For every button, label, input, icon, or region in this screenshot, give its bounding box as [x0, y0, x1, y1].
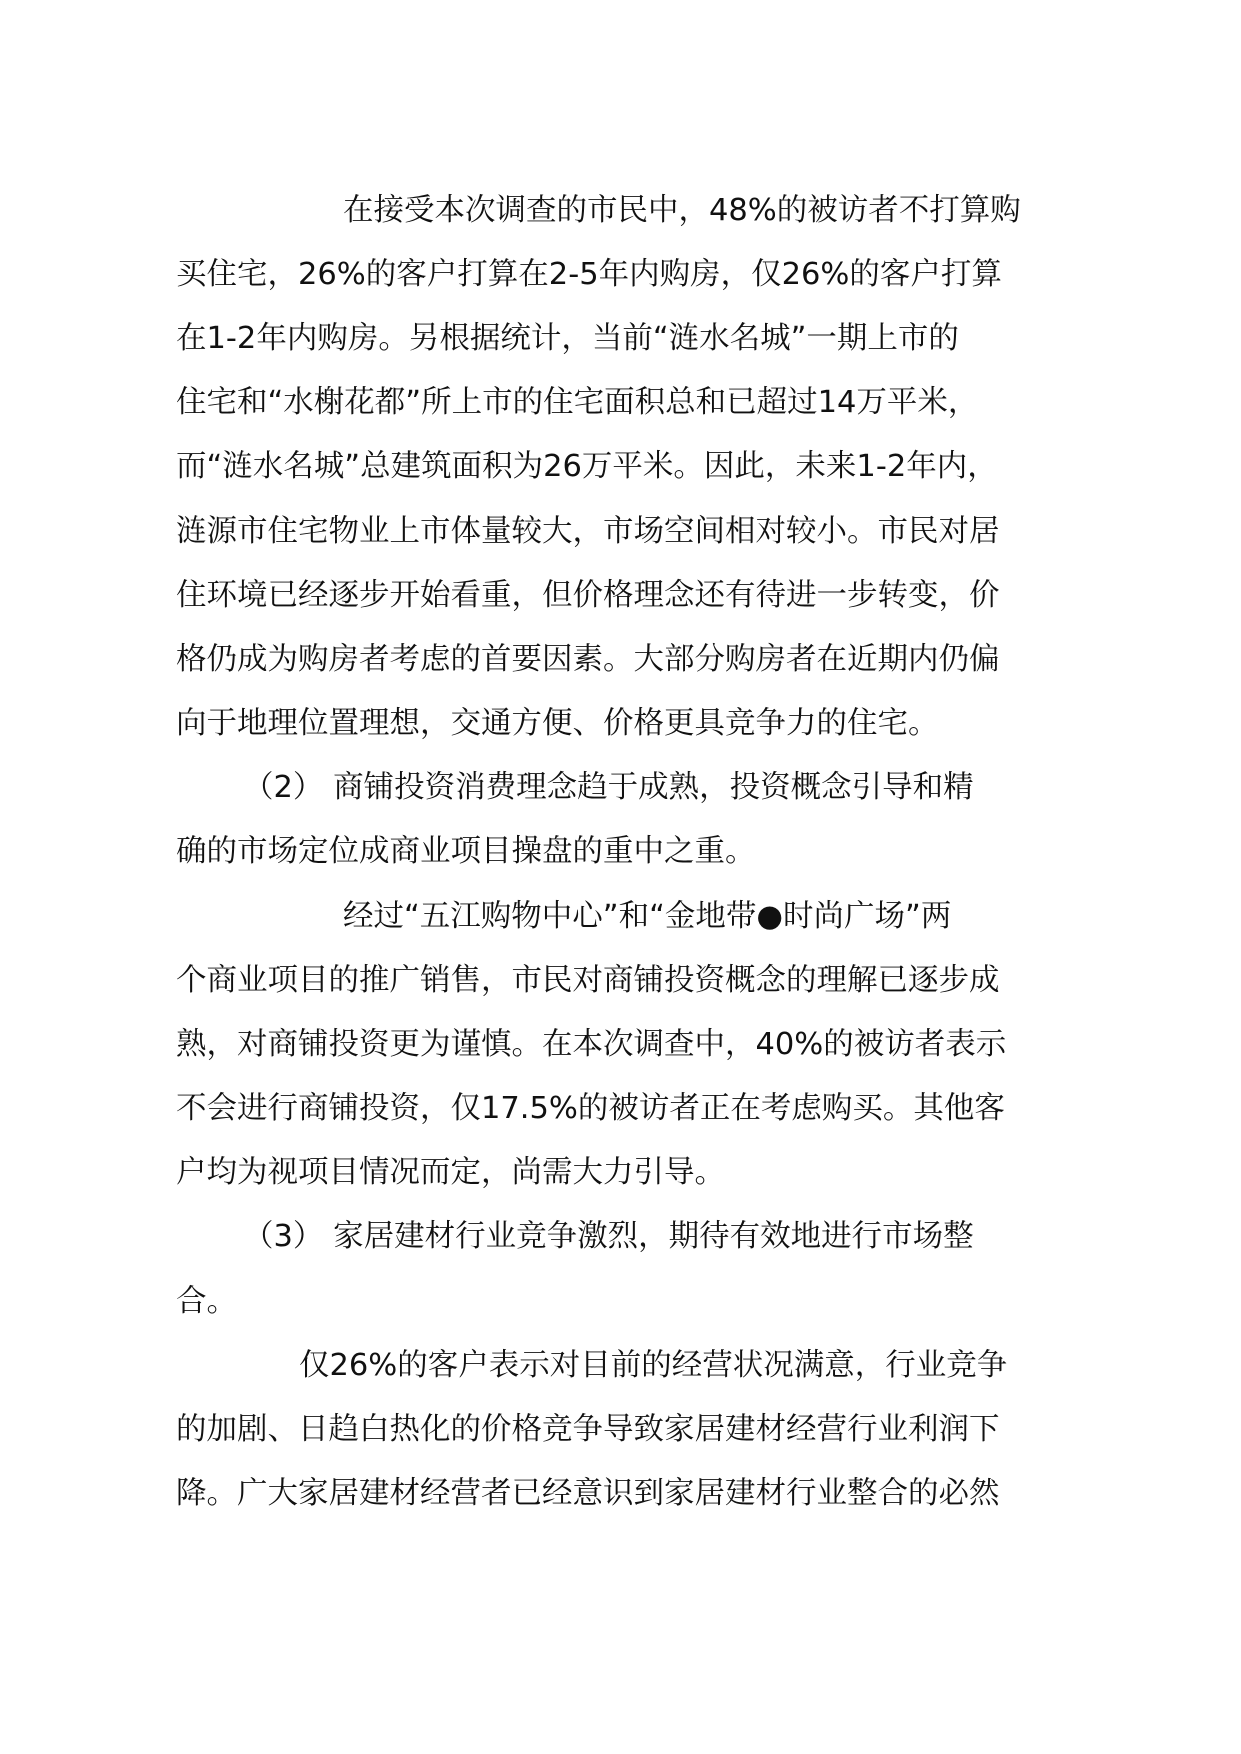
text-line: 合。 [176, 1284, 237, 1319]
text-line: 在1-2年内购房。另根据统计，当前“涟水名城”一期上市的 [176, 321, 959, 356]
section-heading-3: （3） 家居建材行业竞争激烈，期待有效地进行市场整 [243, 1219, 974, 1254]
text-line: 买住宅，26%的客户打算在2-5年内购房，仅26%的客户打算 [176, 257, 1002, 292]
text-line: 在接受本次调查的市民中，48%的被访者不打算购 [343, 193, 1021, 228]
text-line: 向于地理位置理想，交通方便、价格更具竞争力的住宅。 [176, 706, 939, 741]
text-line: 的加剧、日趋白热化的价格竞争导致家居建材经营行业利润下 [176, 1412, 1000, 1447]
text-line: 个商业项目的推广销售，市民对商铺投资概念的理解已逐步成 [176, 963, 1000, 998]
text-line: 熟，对商铺投资更为谨慎。在本次调查中，40%的被访者表示 [176, 1027, 1007, 1062]
text-line: 而“涟水名城”总建筑面积为26万平米。因此，未来1-2年内， [176, 449, 998, 484]
text-line: 涟源市住宅物业上市体量较大，市场空间相对较小。市民对居 [176, 514, 1000, 549]
text-line: 格仍成为购房者考虑的首要因素。大部分购房者在近期内仍偏 [176, 642, 1000, 677]
text-line: 确的市场定位成商业项目操盘的重中之重。 [176, 834, 756, 869]
text-line: 住环境已经逐步开始看重，但价格理念还有待进一步转变，价 [176, 578, 1000, 613]
text-line: 降。广大家居建材经营者已经意识到家居建材行业整合的必然 [176, 1476, 1000, 1511]
text-line: 经过“五江购物中心”和“金地带●时尚广场”两 [343, 899, 952, 934]
text-line: 仅26%的客户表示对目前的经营状况满意，行业竞争 [299, 1348, 1008, 1383]
text-line: 不会进行商铺投资，仅17.5%的被访者正在考虑购买。其他客 [176, 1091, 1005, 1126]
text-line: 户均为视项目情况而定，尚需大力引导。 [176, 1155, 725, 1190]
section-heading-2: （2） 商铺投资消费理念趋于成熟，投资概念引导和精 [243, 770, 974, 805]
text-line: 住宅和“水榭花都”所上市的住宅面积总和已超过14万平米， [176, 385, 979, 420]
